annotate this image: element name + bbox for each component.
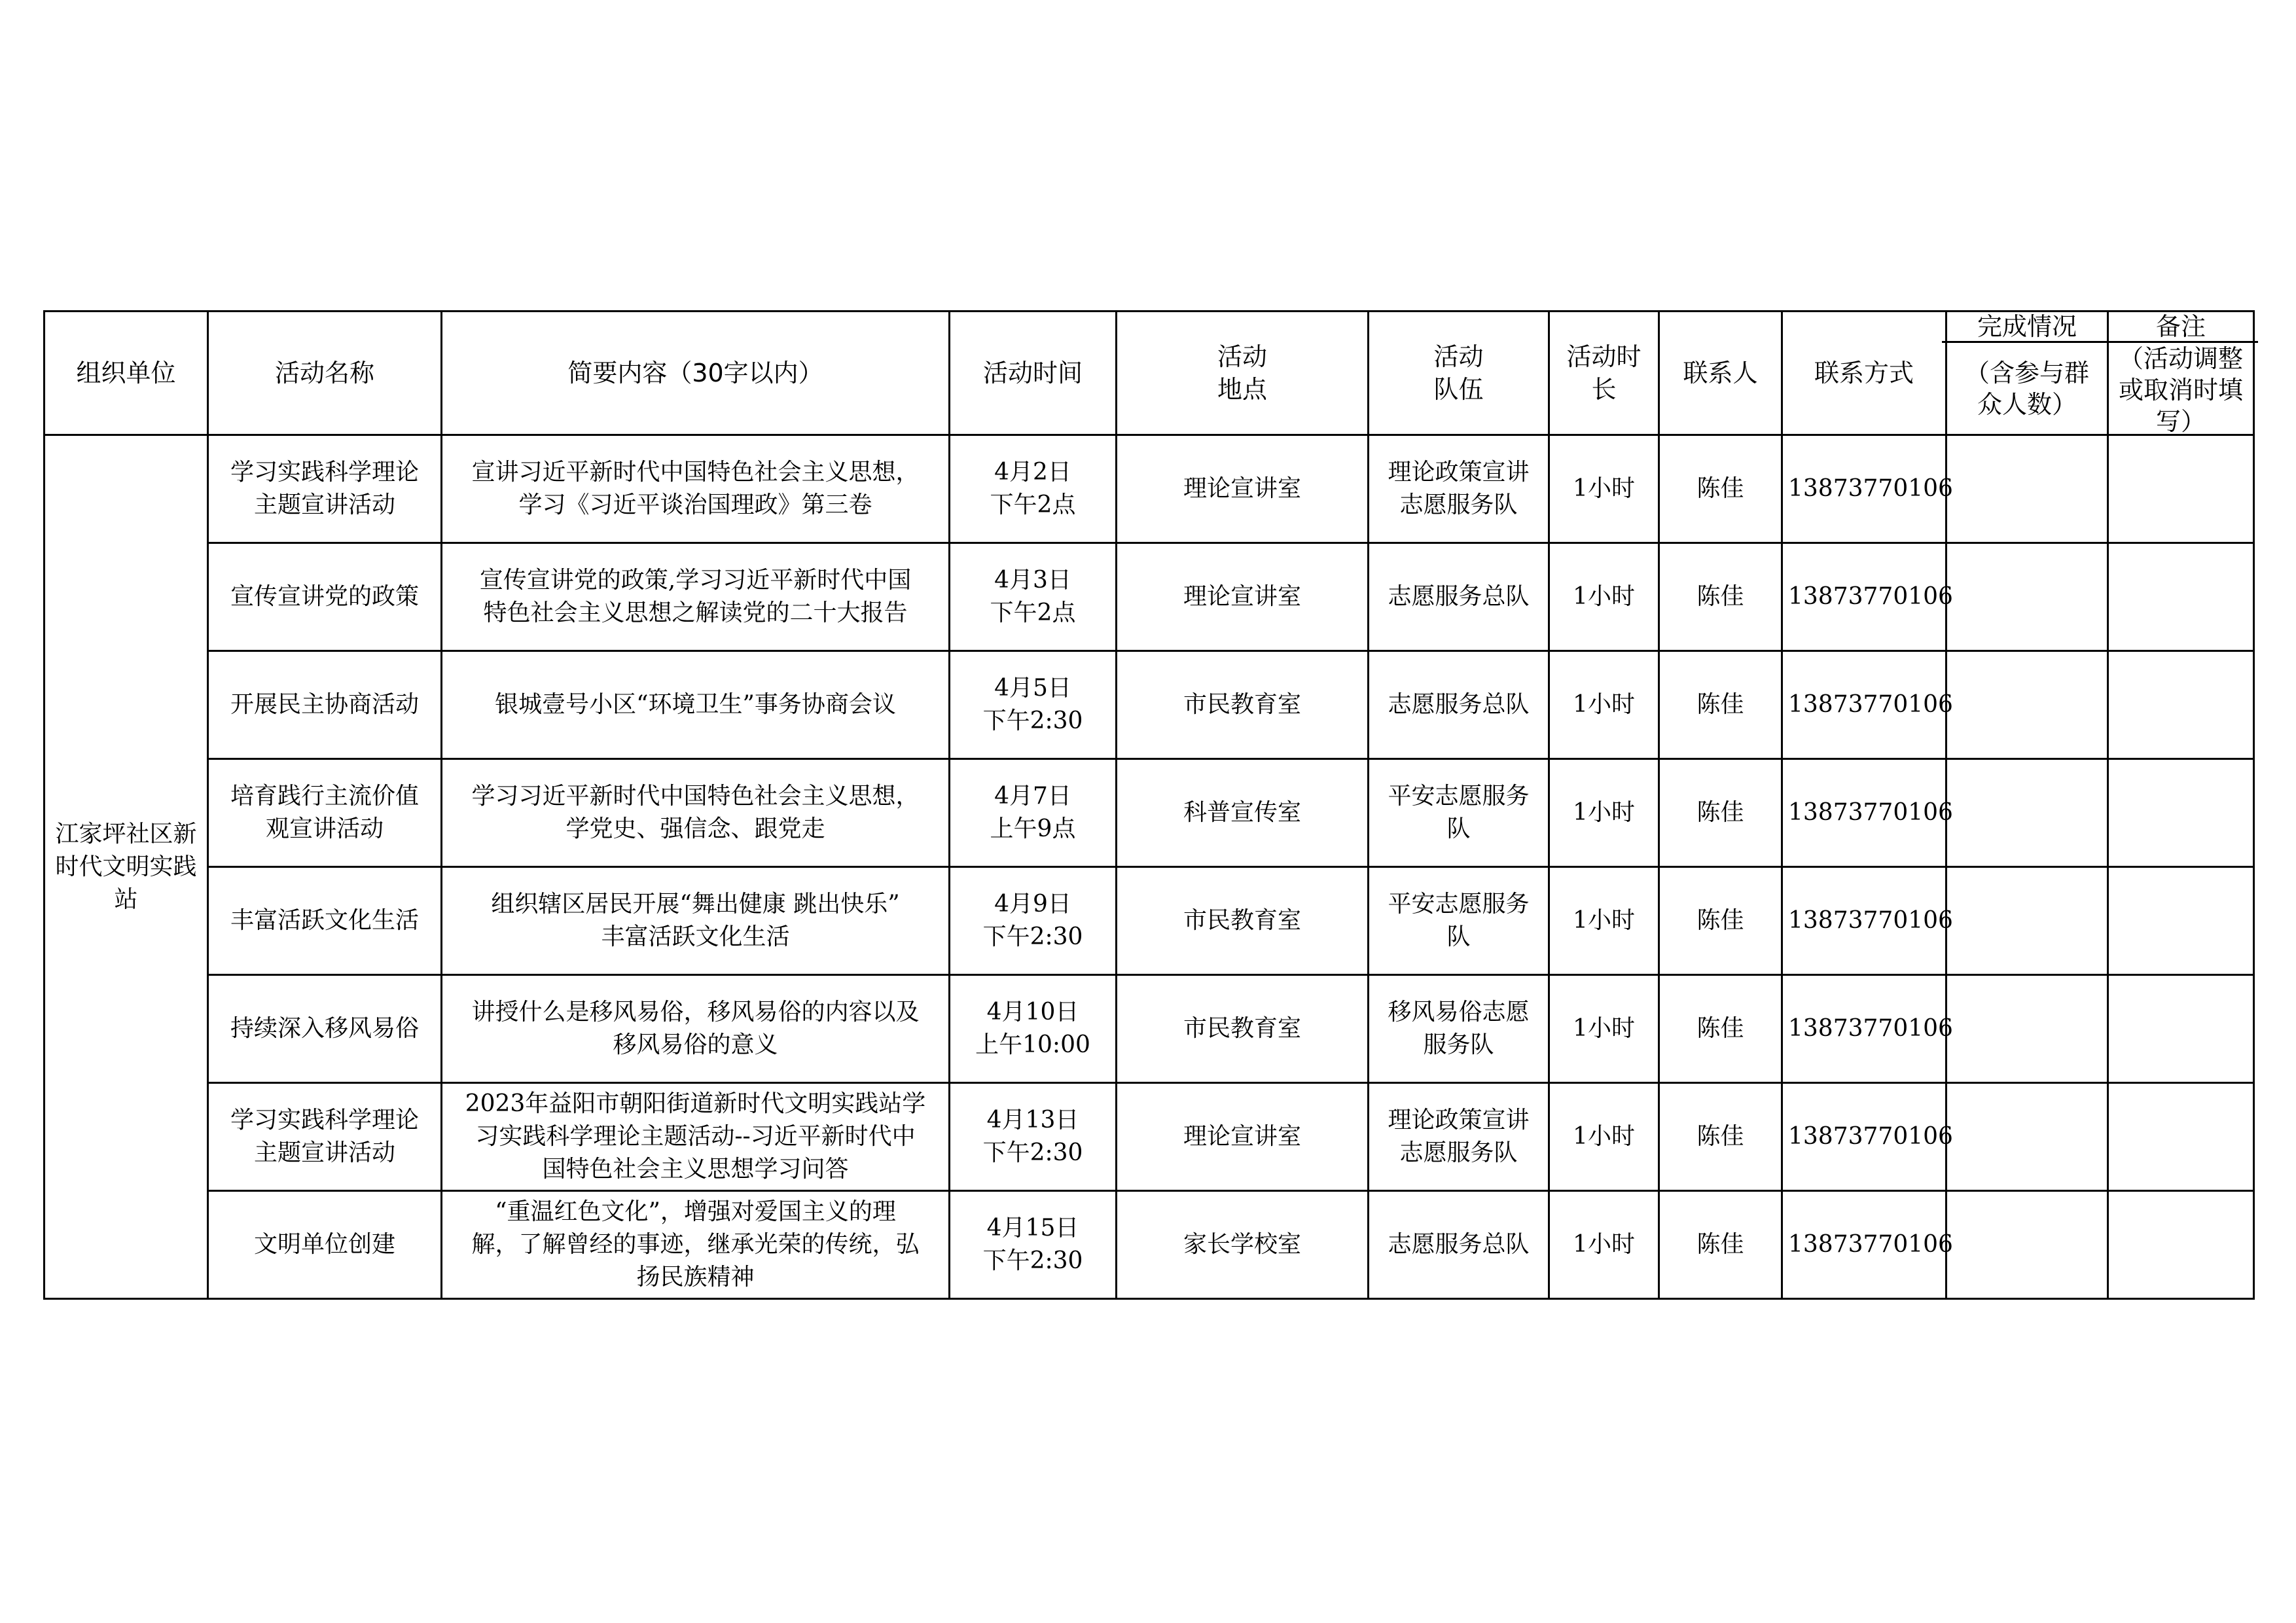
contact-person-cell: 陈佳 [1659,1083,1782,1191]
team-cell: 志愿服务总队 [1369,651,1549,759]
table-row [45,759,2254,867]
contact-person-cell: 陈佳 [1659,435,1782,543]
activity-time-cell: 4月3日 下午2点 [950,543,1117,651]
header-completion-note: （含参与群 众人数） [1964,358,2089,419]
remarks-cell [2108,435,2254,543]
summary-cell: “重温红色文化”，增强对爱国主义的理 解，了解曾经的事迹，继承光荣的传统，弘 扬民族精神 [442,1191,950,1299]
contact-person-cell: 陈佳 [1659,867,1782,975]
completion-cell [1946,543,2108,651]
phone-cell: 13873770106 [1782,651,1946,759]
summary-cell: 宣传宣讲党的政策,学习习近平新时代中国 特色社会主义思想之解读党的二十大报告 [442,543,950,651]
duration-cell: 1小时 [1549,1083,1659,1191]
header-remarks [2108,312,2254,435]
activity-name-cell: 文明单位创建 [208,1191,442,1299]
summary-cell: 宣讲习近平新时代中国特色社会主义思想， 学习《习近平谈治国理政》第三卷 [442,435,950,543]
activity-time-cell: 4月13日 下午2:30 [950,1083,1117,1191]
completion-cell [1946,435,2108,543]
activity-time-cell: 4月9日 下午2:30 [950,867,1117,975]
header-location: 活动 地点 [1117,312,1369,435]
contact-person-cell: 陈佳 [1659,543,1782,651]
phone-cell: 13873770106 [1782,1083,1946,1191]
activity-name-cell: 培育践行主流价值 观宣讲活动 [208,759,442,867]
summary-cell: 2023年益阳市朝阳街道新时代文明实践站学 习实践科学理论主题活动--习近平新时代中 国特色社会主义思想学习问答 [442,1083,950,1191]
header-activity-name: 活动名称 [208,312,442,435]
header-row [45,312,2254,435]
activity-schedule-table [43,310,2255,1300]
header-completion-title: 完成情况 [1942,312,2112,343]
team-cell: 平安志愿服务 队 [1369,759,1549,867]
completion-cell [1946,1083,2108,1191]
duration-cell: 1小时 [1549,759,1659,867]
completion-cell [1946,759,2108,867]
table-row [45,867,2254,975]
header-org-unit: 组织单位 [45,312,208,435]
duration-cell: 1小时 [1549,867,1659,975]
table-row [45,1191,2254,1299]
duration-cell: 1小时 [1549,975,1659,1083]
team-cell: 志愿服务总队 [1369,543,1549,651]
phone-cell: 13873770106 [1782,759,1946,867]
duration-cell: 1小时 [1549,543,1659,651]
location-cell: 市民教育室 [1117,975,1369,1083]
location-cell: 理论宣讲室 [1117,543,1369,651]
team-cell: 移风易俗志愿 服务队 [1369,975,1549,1083]
location-cell: 理论宣讲室 [1117,1083,1369,1191]
contact-person-cell: 陈佳 [1659,651,1782,759]
duration-cell: 1小时 [1549,651,1659,759]
remarks-cell [2108,543,2254,651]
summary-cell: 学习习近平新时代中国特色社会主义思想， 学党史、强信念、跟党走 [442,759,950,867]
header-contact-person: 联系人 [1659,312,1782,435]
table-row [45,975,2254,1083]
table-row [45,543,2254,651]
table-body [45,435,2254,1299]
activity-name-cell: 开展民主协商活动 [208,651,442,759]
org-unit-cell: 江家坪社区新 时代文明实践 站 [45,435,208,1299]
team-cell: 理论政策宣讲 志愿服务队 [1369,435,1549,543]
table-row [45,651,2254,759]
header-activity-time: 活动时间 [950,312,1117,435]
header-remarks-note: （活动调整 或取消时填 写） [2118,344,2243,436]
completion-cell [1946,975,2108,1083]
location-cell: 市民教育室 [1117,867,1369,975]
header-contact-method: 联系方式 [1782,312,1946,435]
activity-name-cell: 丰富活跃文化生活 [208,867,442,975]
location-cell: 理论宣讲室 [1117,435,1369,543]
activity-time-cell: 4月2日 下午2点 [950,435,1117,543]
activity-time-cell: 4月15日 下午2:30 [950,1191,1117,1299]
remarks-cell [2108,1191,2254,1299]
remarks-cell [2108,1083,2254,1191]
header-duration: 活动时 长 [1549,312,1659,435]
team-cell: 平安志愿服务 队 [1369,867,1549,975]
table-row [45,1083,2254,1191]
header-remarks-title: 备注 [2104,312,2258,343]
phone-cell: 13873770106 [1782,1191,1946,1299]
table-row [45,435,2254,543]
location-cell: 市民教育室 [1117,651,1369,759]
duration-cell: 1小时 [1549,1191,1659,1299]
location-cell: 家长学校室 [1117,1191,1369,1299]
header-team: 活动 队伍 [1369,312,1549,435]
activity-time-cell: 4月5日 下午2:30 [950,651,1117,759]
completion-cell [1946,651,2108,759]
phone-cell: 13873770106 [1782,867,1946,975]
header-completion [1946,312,2108,435]
phone-cell: 13873770106 [1782,975,1946,1083]
activity-name-cell: 宣传宣讲党的政策 [208,543,442,651]
completion-cell [1946,1191,2108,1299]
remarks-cell [2108,975,2254,1083]
phone-cell: 13873770106 [1782,435,1946,543]
activity-name-cell: 学习实践科学理论 主题宣讲活动 [208,1083,442,1191]
summary-cell: 银城壹号小区“环境卫生”事务协商会议 [442,651,950,759]
team-cell: 理论政策宣讲 志愿服务队 [1369,1083,1549,1191]
duration-cell: 1小时 [1549,435,1659,543]
activity-name-cell: 持续深入移风易俗 [208,975,442,1083]
team-cell: 志愿服务总队 [1369,1191,1549,1299]
remarks-cell [2108,867,2254,975]
location-cell: 科普宣传室 [1117,759,1369,867]
contact-person-cell: 陈佳 [1659,759,1782,867]
contact-person-cell: 陈佳 [1659,975,1782,1083]
activity-time-cell: 4月10日 上午10:00 [950,975,1117,1083]
remarks-cell [2108,651,2254,759]
activity-time-cell: 4月7日 上午9点 [950,759,1117,867]
summary-cell: 组织辖区居民开展“舞出健康 跳出快乐” 丰富活跃文化生活 [442,867,950,975]
summary-cell: 讲授什么是移风易俗，移风易俗的内容以及 移风易俗的意义 [442,975,950,1083]
contact-person-cell: 陈佳 [1659,1191,1782,1299]
completion-cell [1946,867,2108,975]
activity-name-cell: 学习实践科学理论 主题宣讲活动 [208,435,442,543]
phone-cell: 13873770106 [1782,543,1946,651]
header-summary: 简要内容（30字以内） [442,312,950,435]
remarks-cell [2108,759,2254,867]
